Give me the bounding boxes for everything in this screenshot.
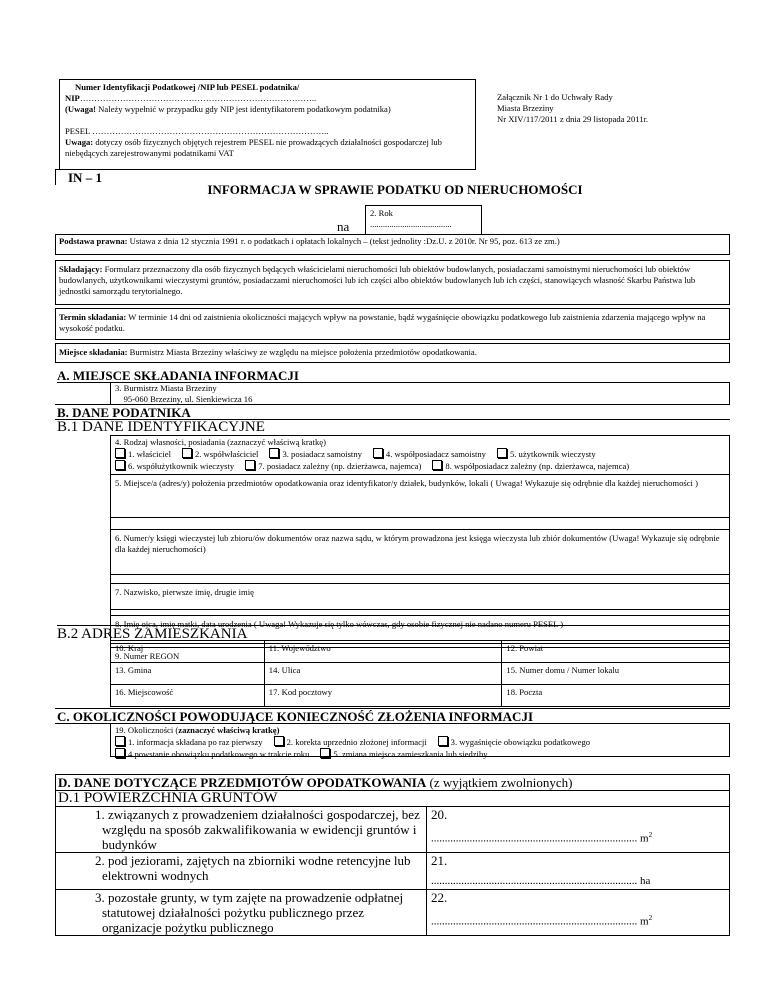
ownership-option[interactable] <box>367 449 486 459</box>
ownership-checkbox[interactable] <box>269 448 279 458</box>
value-dots: ........................................................................... $m^2$ <box>431 914 653 928</box>
circumstance-option-label: 4.powstanie obowiązku podatkowego w trakcie roku <box>128 749 310 759</box>
form-code: IN – 1 <box>55 169 125 185</box>
ownership-option-label: 8. współposiadacz zależny (np. dzierżawca, najemca) <box>445 461 630 471</box>
nip-note: (Uwaga! Należy wypełnić w przypadku gdy NIP jest identyfikatorem podatkowym podatnika) <box>65 104 391 114</box>
field-5[interactable]: 5. Miejsce/a (adres/y) położenia przedmiotów opodatkowania oraz identyfikator/y działek, budynków, lokali ( Uwaga! Wykazuje się odrębnie dla każdej nieruchomości ) <box>111 475 729 518</box>
ownership-option[interactable] <box>239 461 421 471</box>
ownership-checkbox[interactable] <box>115 460 125 470</box>
circumstance-option[interactable] <box>268 737 427 747</box>
field-4: 4. Rodzaj własności, posiadania (zaznaczyć właściwą kratkę) 1. właściciel 2. współwłaściciel 3. posiadacz samoistny 4. współposiadacz samoistny 5. użytkownik wieczysty 6. współużytkownik wieczysty 7. posiadacz zależny (np. dzierżawca, najemca) 8. współposiadacz zależny (np. dzierżawca, najemca) <box>111 435 729 475</box>
circumstance-checkbox[interactable] <box>320 748 330 758</box>
section-d-title: D. DANE DOTYCZĄCE PRZEDMIOTÓW OPODATKOWANIA (z wyjątkiem zwolnionych) <box>55 774 730 791</box>
ownership-checkbox[interactable] <box>115 448 125 458</box>
address-field[interactable]: 18. Poczta <box>502 685 730 707</box>
ownership-option[interactable] <box>263 449 361 459</box>
address-field[interactable]: 15. Numer domu / Numer lokalu <box>502 663 730 685</box>
land-area-value-field[interactable] <box>427 807 730 853</box>
value-dots: ........................................................................... ha <box>431 875 651 887</box>
section-c-title: C. OKOLICZNOŚCI POWODUJĄCE KONIECZNOŚĆ ZŁOŻENIA INFORMACJI <box>55 708 730 724</box>
circumstance-option-label: 2. korekta uprzednio złożonej informacji <box>286 737 427 747</box>
land-area-row <box>56 890 730 936</box>
land-area-description: 3. pozostałe grunty, w tym zajęte na prowadzenie odpłatnej statutowej działalności pożytku publicznego przez organizacje pożytku publicznego <box>56 890 427 936</box>
field-7[interactable]: 7. Nazwisko, pierwsze imię, drugie imię <box>111 583 729 610</box>
circumstance-checkbox[interactable] <box>274 736 284 746</box>
ownership-option-label: 6. współużytkownik wieczysty <box>128 461 235 471</box>
field-8[interactable]: 8. Imię ojca, imię matki, data urodzenia ( Uwaga! Wykazuje się tylko wówczas, gdy osobie fizycznej nie nadano numeru PESEL ) <box>111 615 729 644</box>
ownership-option[interactable] <box>426 461 629 471</box>
land-area-value-field[interactable] <box>427 890 730 936</box>
circumstance-checkbox[interactable] <box>115 748 125 758</box>
circumstance-option-label: 3. wygaśnięcie obowiązku podatkowego <box>450 737 591 747</box>
land-area-description: 2. pod jeziorami, zajętych na zbiorniki wodne retencyjne lub elektrowni wodnych <box>56 853 427 890</box>
address-field[interactable]: 14. Ulica <box>264 663 502 685</box>
pesel-label: PESEL <box>65 126 90 136</box>
submitters-info: Składający: Formularz przeznaczony dla osób fizycznych będących właścicielami nieruchomości lub obiektów budowlanych, posiadaczami samoistnymi nieruchomości lub obiektów budowlanych, użytkownikami wieczystymi gruntów, posiadaczami nieruchomości lub ich części albo obiektów budowlanych lub ich części, stanowiących własność Skarbu Państwa lub jednostki samorządu terytorialnego. <box>55 260 730 305</box>
circumstance-checkbox[interactable] <box>438 736 448 746</box>
nip-line[interactable] <box>65 93 470 104</box>
year-field[interactable] <box>365 205 482 235</box>
ownership-checkbox[interactable] <box>432 460 442 470</box>
ownership-option-label: 1. właściciel <box>128 449 171 459</box>
ownership-option-label: 7. posiadacz zależny (np. dzierżawca, najemca) <box>258 461 422 471</box>
nip-title: Numer Identyfikacji Podatkowej /NIP lub PESEL podatnika/ <box>75 82 300 92</box>
legal-basis: Podstawa prawna: Ustawa z dnia 12 stycznia 1991 r. o podatkach i opłatach lokalnych – (tekst jednolity :Dz.U. z 2010r. Nr 95, poz. 613 ze zm.) <box>55 234 730 255</box>
land-area-value-field[interactable] <box>427 853 730 890</box>
address-table <box>110 640 730 707</box>
year-dots: ...................................... <box>370 219 452 229</box>
attachment-note: Załącznik Nr 1 do Uchwały Rady Miasta Brzeziny Nr XIV/117/2011 z dnia 29 listopada 2011r. <box>497 92 649 124</box>
field-4-row1 <box>115 448 725 460</box>
circumstance-option[interactable] <box>432 737 590 747</box>
field-19-row1 <box>115 736 725 748</box>
ownership-checkbox[interactable] <box>182 448 192 458</box>
ownership-option[interactable] <box>115 449 171 459</box>
land-area-table <box>55 806 730 936</box>
circumstance-option-label: 5. zmiana miejsca zamieszkania lub siedziby <box>333 749 488 759</box>
nip-field[interactable]: ……………………………………………………………………….. <box>79 93 317 103</box>
land-area-row <box>56 807 730 853</box>
address-field[interactable]: 13. Gmina <box>111 663 265 685</box>
ownership-checkbox[interactable] <box>373 448 383 458</box>
pesel-field[interactable]: ……………………………………………………………………….. <box>90 126 329 136</box>
ownership-option[interactable] <box>176 449 258 459</box>
field-9[interactable]: 9. Numer REGON <box>111 647 729 678</box>
circumstance-option[interactable] <box>115 737 263 747</box>
ownership-option[interactable] <box>115 461 234 471</box>
land-area-description: 1. związanych z prowadzeniem działalności gospodarczej, bez względu na sposób zakwalifikowania w ewidencji gruntów i budynków <box>56 807 427 853</box>
ownership-checkbox[interactable] <box>245 460 255 470</box>
field-number: 21. <box>431 853 448 868</box>
pesel-line[interactable] <box>65 126 470 137</box>
section-a-title: A. MIEJSCE SKŁADANIA INFORMACJI <box>57 368 730 383</box>
circumstance-option[interactable] <box>115 749 309 759</box>
address-row <box>111 641 730 663</box>
ownership-option-label: 2. współwłaściciel <box>194 449 259 459</box>
ownership-option[interactable] <box>491 449 596 459</box>
identification-box <box>59 79 476 170</box>
value-dots: ........................................................................... $m^2$ <box>431 831 653 845</box>
ownership-option-label: 3. posiadacz samoistny <box>282 449 362 459</box>
ownership-checkbox[interactable] <box>497 448 507 458</box>
deadline-info: Termin składania: W terminie 14 dni od zaistnienia okoliczności mających wpływ na powstanie, bądź wygaśnięcie obowiązku podatkowego lub zaistnienia zdarzenia mającego wpływ na wysokość podatku. <box>55 308 730 340</box>
nip-label: NIP <box>65 93 80 103</box>
year-label: 2. Rok <box>370 208 393 218</box>
year-prefix: na <box>337 219 350 234</box>
section-b2-title: B.2 ADRES ZAMIESZKANIA <box>57 625 730 641</box>
field-19-row2 <box>115 748 725 760</box>
field-number: 20. <box>431 807 448 822</box>
address-field[interactable]: 10. Kraj <box>111 641 265 663</box>
address-field[interactable]: 17. Kod pocztowy <box>264 685 502 707</box>
pesel-note: Uwaga: dotyczy osób fizycznych objętych rejestrem PESEL nie prowadzących działalności gospodarczej lub niebędących zarejestrowanymi podatnikami VAT <box>65 137 442 158</box>
section-a-content: 3. Burmistrz Miasta Brzeziny 95-060 Brzeziny, ul. Sienkiewicza 16 <box>110 383 730 405</box>
ownership-option-label: 5. użytkownik wieczysty <box>509 449 596 459</box>
section-b-title: B. DANE PODATNIKA <box>55 404 730 420</box>
circumstance-checkbox[interactable] <box>115 736 125 746</box>
land-area-row <box>56 853 730 890</box>
address-field[interactable]: 16. Miejscowość <box>111 685 265 707</box>
ownership-option-label: 4. współposiadacz samoistny <box>385 449 486 459</box>
field-19: 19. Okoliczności (zaznaczyć właściwą kratkę) 1. informacja składana po raz pierwszy 2. korekta uprzednio złożonej informacji 3. wygaśnięcie obowiązku podatkowego 4.powstanie obowiązku podatkowego w trakcie roku 5. zmiana miejsca zamieszkania lub siedziby <box>110 724 730 757</box>
field-number: 22. <box>431 890 448 905</box>
section-d1-title: D.1 POWIERZCHNIA GRUNTÓW <box>55 790 730 807</box>
place-info: Miejsce składania: Burmistrz Miasta Brzeziny właściwy ze względu na miejsce położenia przedmiotów opodatkowania. <box>55 343 730 363</box>
circumstance-option-label: 1. informacja składana po raz pierwszy <box>128 737 263 747</box>
circumstance-option[interactable] <box>314 749 487 759</box>
address-field[interactable]: 11. Województwo <box>264 641 502 663</box>
field-4-row2 <box>115 460 725 472</box>
address-field[interactable]: 12. Powiat <box>502 641 730 663</box>
field-6[interactable]: 6. Numer/y księgi wieczystej lub zbioru/ów dokumentów oraz nazwa sądu, w którym prowadzona jest księga wieczysta lub zbiór dokumentów (Uwaga! Wykazuje się odrębnie dla każdej nieruchomości) <box>111 529 729 575</box>
section-b1-title: B.1 DANE IDENTYFIKACYJNE <box>57 419 265 435</box>
page-title: INFORMACJA W SPRAWIE PODATKU OD NIERUCHOMOŚCI <box>207 182 583 197</box>
address-row <box>111 685 730 707</box>
address-row <box>111 663 730 685</box>
